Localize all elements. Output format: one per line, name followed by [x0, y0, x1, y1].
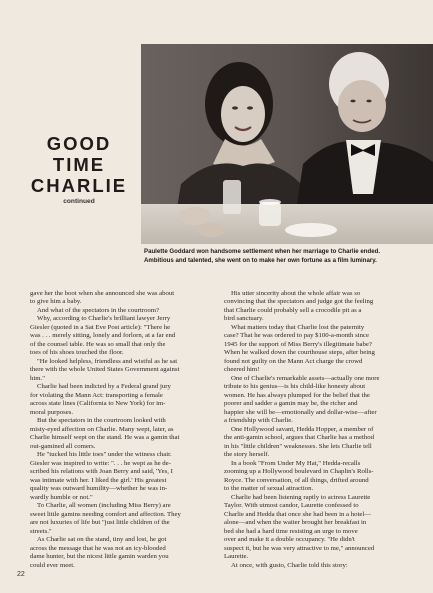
- text-line: gave her the boot when she announced she was about: [30, 290, 175, 297]
- text-line: poorer and sadder a gamin may be, the richer and: [224, 400, 358, 408]
- text-line: are not luxuries of life but "just little children of the: [30, 519, 170, 527]
- text-line: At once, with gusto, Charlie told this story:: [231, 561, 348, 569]
- caption-line-2: Ambitious and talented, she went on to make her own fortune as a film luminary.: [144, 257, 377, 265]
- text-line: One Hollywood savant, Hedda Hopper, a member of: [231, 425, 374, 433]
- text-line: quality was outward humility—whether he was in-: [30, 485, 168, 493]
- text-line: convincing that the spectators and judge got the feeling: [224, 298, 374, 306]
- text-line: could ever meet.: [30, 561, 75, 569]
- text-line: the anti-gamin school, argues that Charlie has a method: [224, 434, 375, 442]
- text-line: moral purposes.: [30, 408, 74, 416]
- text-line: a friendship with Charlie.: [224, 417, 293, 425]
- text-line: wardly humble or not.": [30, 493, 93, 501]
- text-line: the story herself.: [224, 451, 270, 459]
- text-line: for violating the Mann Act: transporting a female: [30, 391, 163, 399]
- page-number: 22: [17, 571, 25, 578]
- title-line-2: TIME: [52, 154, 106, 175]
- text-line: Why, according to Charlie's brilliant lawyer Jerry: [37, 315, 171, 323]
- text-line: was . . . merely sitting, lonely and forlorn, at a far end: [30, 332, 176, 340]
- text-line: across state lines (California to New York) for im-: [30, 400, 166, 408]
- article-title: [20, 133, 138, 205]
- text-line: out-gamined all comers.: [30, 442, 96, 450]
- text-line: that Charlie could probably sell a crocodile pit as a: [224, 306, 362, 314]
- text-line: there with the whole United States Government against: [30, 366, 180, 374]
- text-line: alone—and when the waiter brought her breakfast in: [224, 519, 367, 527]
- text-line: of the counsel table. He was so small that only the: [30, 340, 166, 348]
- text-line: sweet little gamins needing comfort and affection. They: [30, 510, 181, 518]
- text-line: him.": [30, 374, 45, 382]
- text-line: across the message that he was not an icy-blooded: [30, 544, 166, 552]
- text-line: Giesler was inspired to write: ". . . he wept as he de-: [30, 459, 171, 467]
- text-line: case? That he was ordered to pay $100-a-month since: [224, 332, 369, 340]
- text-line: to give him a baby.: [30, 298, 82, 306]
- photo-chaplin-goddard: [141, 44, 433, 244]
- text-line: Charlie and Hedda that once she had been in a hotel—: [224, 510, 371, 518]
- text-line: misty-eyed affection on Charlie. Many wept, later, as: [30, 425, 174, 433]
- text-line: bird sanctuary.: [224, 315, 264, 323]
- text-line: happier she will be—emotionally and dollar-wise—after: [224, 408, 377, 416]
- text-line: 1945 for the support of Miss Berry's illegitimate babe?: [224, 340, 372, 348]
- text-line: to the matter of sexual attraction.: [224, 485, 314, 493]
- text-line: "He looked helpless, friendless and wistful as he sat: [37, 357, 178, 365]
- text-line: As Charlie sat on the stand, tiny and lost, he got: [37, 536, 167, 544]
- text-line: streets.": [30, 527, 52, 535]
- text-line: Charlie had been listening raptly to actress Laurette: [231, 493, 371, 501]
- text-line: Giesler (quoted in a Sat Eve Post article): "There he: [30, 323, 171, 331]
- text-line: cheered him!: [224, 366, 260, 374]
- text-line: What matters today that Charlie lost the paternity: [231, 323, 365, 331]
- title-line-3: CHARLIE: [30, 175, 128, 196]
- text-line: To Charlie, all women (including Miss Berry) are: [37, 502, 171, 510]
- text-line: Laurette.: [224, 553, 249, 561]
- text-line: One of Charlie's remarkable assets—actually one more: [231, 374, 380, 382]
- text-line: scribed his relations with Joan Berry and said, 'Yes, I: [30, 468, 173, 476]
- title-line-1: GOOD: [46, 133, 112, 154]
- text-line: In a book "From Under My Hat," Hedda-recalls: [231, 459, 361, 467]
- text-line: Royce. The conversation, of all things, drifted around: [224, 476, 369, 484]
- text-line: His utter sincerity about the whole affair was so: [231, 290, 361, 297]
- text-line: tribute to his genius—is his child-like honesty about: [224, 383, 366, 391]
- text-line: And what of the spectators in the courtroom?: [37, 306, 160, 314]
- text-line: in his "little children" weaknesses. She lets Charlie tell: [224, 442, 372, 450]
- text-line: Charlie himself wept on the stand. He was a gamin that: [30, 434, 180, 442]
- text-line: dame hunter, but the nicest little gamin warden you: [30, 553, 169, 561]
- text-line: Taylor. With utmost candor, Laurette confessed to: [224, 502, 359, 510]
- text-line: was intimate with her. I liked the girl.' His greatest: [30, 476, 167, 484]
- text-line: He "tucked his little toes" under the witness chair.: [37, 451, 172, 459]
- continued-label: continued: [63, 198, 95, 205]
- text-line: women. He has always plumped for the belief that the: [224, 391, 370, 399]
- text-line: suspect it, but he was very attractive to me," announced: [224, 544, 375, 552]
- text-line: bed she had a hard time resisting an urge to move: [224, 527, 358, 535]
- right-text-column: [224, 290, 413, 570]
- text-line: When he walked down the courthouse steps, after being: [224, 349, 375, 357]
- left-text-column: [30, 290, 219, 570]
- text-line: zooming up a Hollywood boulevard in Chaplin's Rolls-: [224, 468, 374, 476]
- photo-illustration: [141, 44, 433, 244]
- text-line: toes of his shoes touched the floor.: [30, 349, 124, 357]
- text-line: But the spectators in the courtroom looked with: [37, 417, 166, 425]
- text-line: Charlie had been indicted by a Federal grand jury: [37, 383, 171, 391]
- text-line: over and make it a double occupancy. "He didn't: [224, 536, 355, 544]
- caption-line-1: Paulette Goddard won handsome settlement when her marriage to Charlie ended.: [144, 248, 381, 255]
- photo-caption: [144, 247, 424, 266]
- text-line: found not guilty on the Mann Act charge the crowd: [224, 357, 363, 365]
